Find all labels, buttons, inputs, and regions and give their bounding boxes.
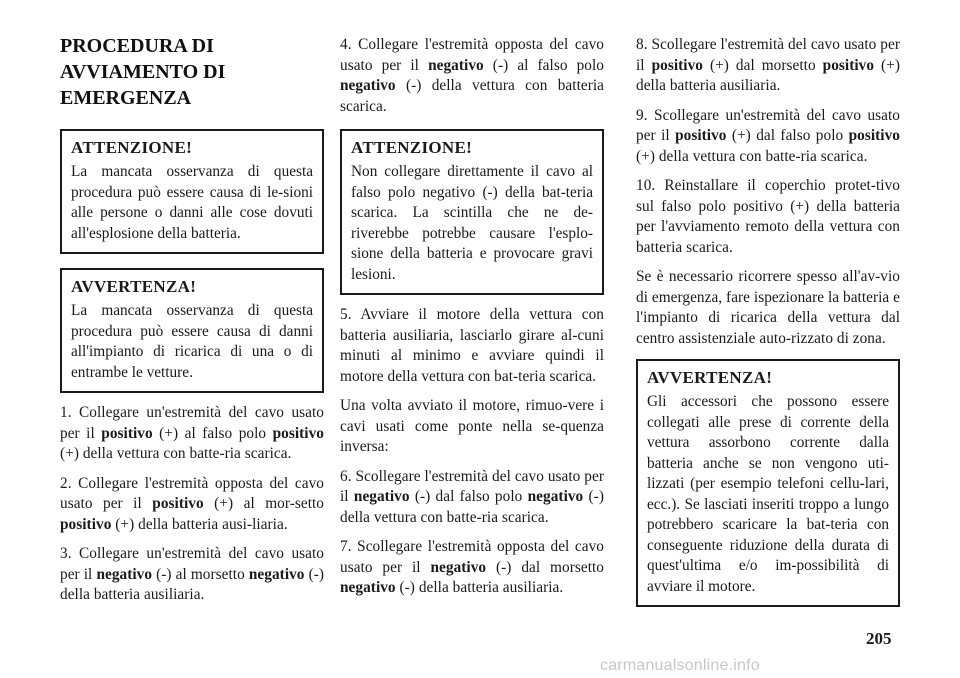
term-bold: negativo xyxy=(340,579,396,596)
caution-box-avvertenza xyxy=(60,268,324,393)
caution-text: La mancata osservanza di questa procedura può essere causa di danni all'impianto di ricarica di una o di entrambe le vetture. xyxy=(71,302,313,381)
removal-intro: Una volta avviato il motore, rimuo-vere i cavi usati come ponte nella se-quenza inversa: xyxy=(340,397,604,455)
term-bold: negativo xyxy=(428,56,484,74)
step-text: (-) della batteria ausiliaria. xyxy=(395,579,564,596)
warning-title: ATTENZIONE! xyxy=(71,138,193,157)
step-text: (+) della batteria ausiliaria. xyxy=(636,56,901,94)
step-text: (+) della vettura con batte-ria scarica. xyxy=(636,147,868,165)
step-text: 3. Collegare un'estremità del cavo usato per il xyxy=(60,545,324,583)
warning-box-attenzione xyxy=(340,129,604,295)
caution-box-avvertenza xyxy=(636,359,900,607)
term-bold: positivo xyxy=(152,495,204,512)
caution-title: AVVERTENZA! xyxy=(647,368,773,387)
step-8 xyxy=(636,35,900,97)
term-bold: negativo xyxy=(353,488,410,505)
step-text: 9. Scollegare un'estremità del cavo usato per il xyxy=(636,106,900,144)
term-bold: negativo xyxy=(430,558,487,576)
term-bold: positivo xyxy=(675,127,727,144)
watermark-text: carmanualsonline.info xyxy=(600,657,760,674)
term-bold: positivo xyxy=(60,515,112,533)
term-bold: negativo xyxy=(527,488,584,505)
caution-text: Gli accessori che possono essere collegati alle prese di corrente della vettura assorbono corrente dalla batteria anche se non vengono uti-lizzati (per esempio telefoni cellu-lari, ecc.). Se lasciati inseriti troppo a lungo potrebbero scaricare la bat-teria con conseguente riduzione della durata di quest'ultima e/o im-possibilità di avviare il motore. xyxy=(647,393,889,595)
step-text: (+) al falso polo xyxy=(152,424,273,442)
step-6 xyxy=(340,467,604,529)
step-text: (-) dal morsetto xyxy=(486,558,604,576)
term-bold: positivo xyxy=(272,424,325,442)
step-3 xyxy=(60,544,324,606)
warning-text: La mancata osservanza di questa procedura può essere causa di le-sioni alle persone o danni alle cose dovuti all'esplosione della batteria. xyxy=(71,163,313,242)
step-4 xyxy=(340,35,604,117)
term-bold: negativo xyxy=(248,565,305,583)
term-bold: positivo xyxy=(651,56,703,74)
step-5: 5. Avviare il motore della vettura con batteria ausiliaria, lasciarlo girare al-cuni minuti al minimo e avviare quindi il motore della vettura con bat-teria scarica. xyxy=(340,306,604,385)
service-note: Se è necessario ricorrere spesso all'av-vio di emergenza, fare ispezionare la batteria e l'impianto di ricarica della vettura dal centro assistenziale auto-rizzato di zona. xyxy=(636,268,900,347)
term-bold: negativo xyxy=(96,565,153,583)
column-1 xyxy=(60,0,324,615)
step-text: (-) al falso polo xyxy=(483,56,604,74)
section-heading xyxy=(60,33,324,111)
warning-text: Non collegare direttamente il cavo al falso polo negativo (-) della bat-teria scarica. La scintilla che ne de-riverebbe potrebbe causare l'esplo-sione della batteria e provocare gravi lesioni. xyxy=(351,163,593,283)
step-2 xyxy=(60,474,324,536)
step-text: (-) della vettura con batte-ria scarica. xyxy=(340,488,604,526)
step-10: 10. Reinstallare il coperchio protet-tivo sul falso polo positivo (+) della batteria per l'avviamento remoto della vettura con batteria scarica. xyxy=(636,177,900,256)
step-text: 2. Collegare l'estremità opposta del cavo usato per il xyxy=(60,474,324,512)
step-text: 1. Collegare un'estremità del cavo usato per il xyxy=(60,404,324,442)
step-text: 4. Collegare l'estremità opposta del cavo usato per il xyxy=(340,36,604,74)
term-bold: negativo xyxy=(340,77,396,94)
term-bold: positivo xyxy=(101,424,153,442)
warning-title: ATTENZIONE! xyxy=(351,138,473,157)
step-text: (-) al morsetto xyxy=(152,565,249,583)
column-2 xyxy=(340,0,604,608)
term-bold: positivo xyxy=(848,127,900,144)
caution-title: AVVERTENZA! xyxy=(71,277,197,296)
step-text: 8. Scollegare l'estremità del cavo usato per il xyxy=(636,36,900,74)
step-text: (+) al mor-setto xyxy=(203,495,324,512)
step-text: 7. Scollegare l'estremità opposta del cavo usato per il xyxy=(340,538,604,576)
step-text: (-) della vettura con batteria scarica. xyxy=(340,77,604,115)
step-text: 6. Scollegare l'estremità del cavo usato per il xyxy=(340,467,604,505)
step-text: (+) dal morsetto xyxy=(703,56,823,74)
step-text: (+) dal falso polo xyxy=(726,127,849,144)
step-1 xyxy=(60,403,324,465)
step-text: (-) della batteria ausiliaria. xyxy=(60,565,325,603)
step-text: (-) dal falso polo xyxy=(409,488,528,505)
column-3 xyxy=(636,0,900,617)
step-text: (+) della batteria ausi-liaria. xyxy=(111,515,288,533)
step-9 xyxy=(636,106,900,168)
warning-box-attenzione xyxy=(60,129,324,254)
term-bold: positivo xyxy=(822,56,875,74)
step-7 xyxy=(340,537,604,599)
page-number: 205 xyxy=(866,629,892,648)
step-text: (+) della vettura con batte-ria scarica. xyxy=(60,445,292,462)
heading-text: PROCEDURA DI AVVIAMENTO DI EMERGENZA xyxy=(60,35,226,109)
